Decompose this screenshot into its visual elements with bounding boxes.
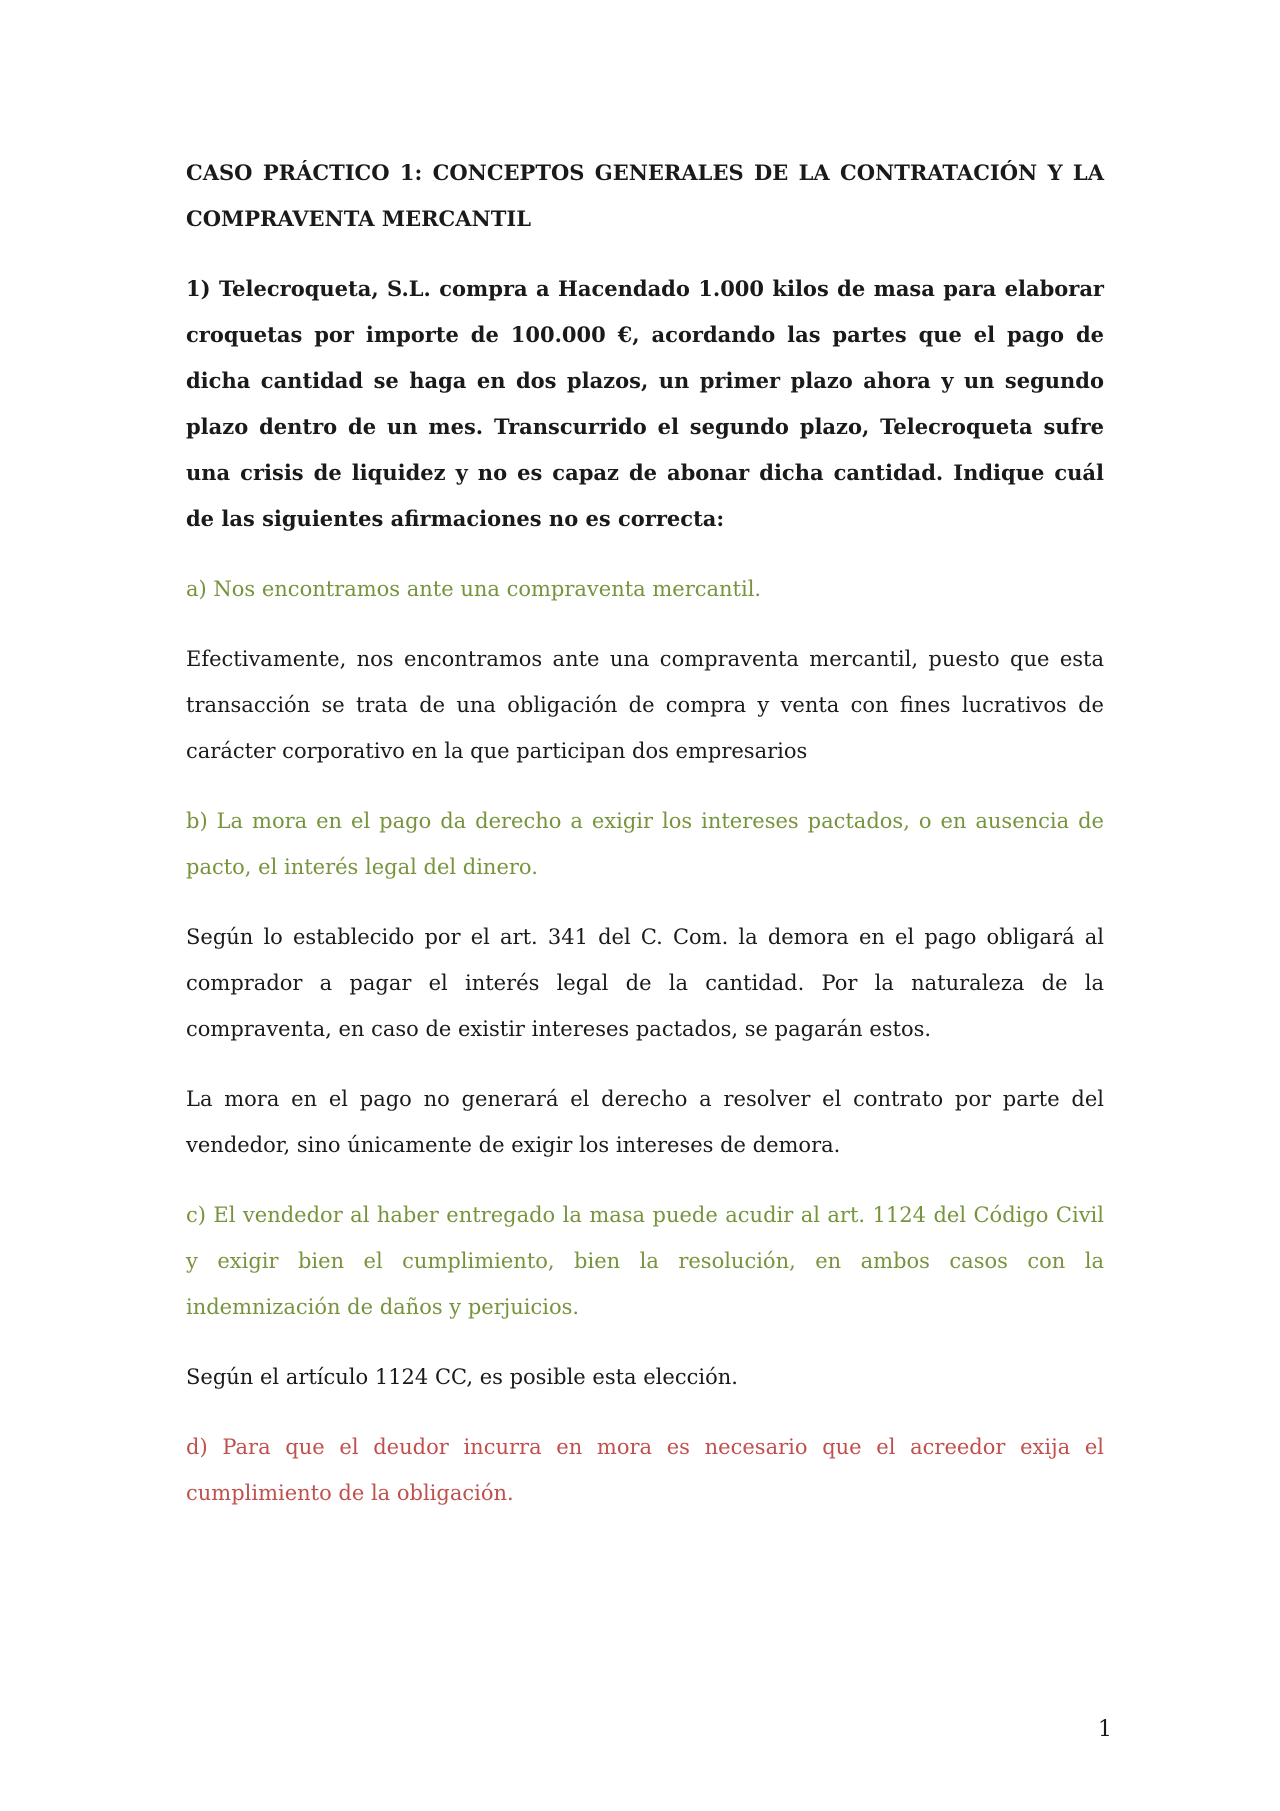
- question-text: 1) Telecroqueta, S.L. compra a Hacendado 1.000 kilos de masa para elaborar croquetas por importe de 100.000 €, acordando las partes que el pago de dicha cantidad se haga en dos plazos, un primer plazo ahora y un segundo plazo dentro de un mes. Transcurrido el segundo plazo, Telecroqueta sufre una crisis de liquidez y no es capaz de abonar dicha cantidad. Indique cuál de las siguientes afirmaciones no es correcta:: [186, 276, 1104, 531]
- option-b: b) La mora en el pago da derecho a exigir los intereses pactados, o en ausencia de pacto, el interés legal del dinero.: [186, 809, 1104, 879]
- option-d: d) Para que el deudor incurra en mora es necesario que el acreedor exija el cumplimiento de la obligación.: [186, 1435, 1104, 1505]
- document-page: [186, 150, 1104, 1540]
- document-title: CASO PRÁCTICO 1: CONCEPTOS GENERALES DE LA CONTRATACIÓN Y LA COMPRAVENTA MERCANTIL: [186, 160, 1104, 231]
- page-number: 1: [1098, 1717, 1112, 1742]
- explanation-c: Según el artículo 1124 CC, es posible esta elección.: [186, 1365, 738, 1389]
- explanation-a: Efectivamente, nos encontramos ante una compraventa mercantil, puesto que esta transacción se trata de una obligación de compra y venta con fines lucrativos de carácter corporativo en la que participan dos empresarios: [186, 647, 1104, 763]
- explanation-b-2: La mora en el pago no generará el derecho a resolver el contrato por parte del vendedor, sino únicamente de exigir los intereses de demora.: [186, 1087, 1104, 1157]
- option-a: a) Nos encontramos ante una compraventa mercantil.: [186, 577, 762, 601]
- explanation-b-1: Según lo establecido por el art. 341 del C. Com. la demora en el pago obligará al comprador a pagar el interés legal de la cantidad. Por la naturaleza de la compraventa, en caso de existir intereses pactados, se pagarán estos.: [186, 925, 1104, 1041]
- option-c: c) El vendedor al haber entregado la masa puede acudir al art. 1124 del Código Civil y exigir bien el cumplimiento, bien la resolución, en ambos casos con la indemnización de daños y perjuicios.: [186, 1203, 1104, 1319]
